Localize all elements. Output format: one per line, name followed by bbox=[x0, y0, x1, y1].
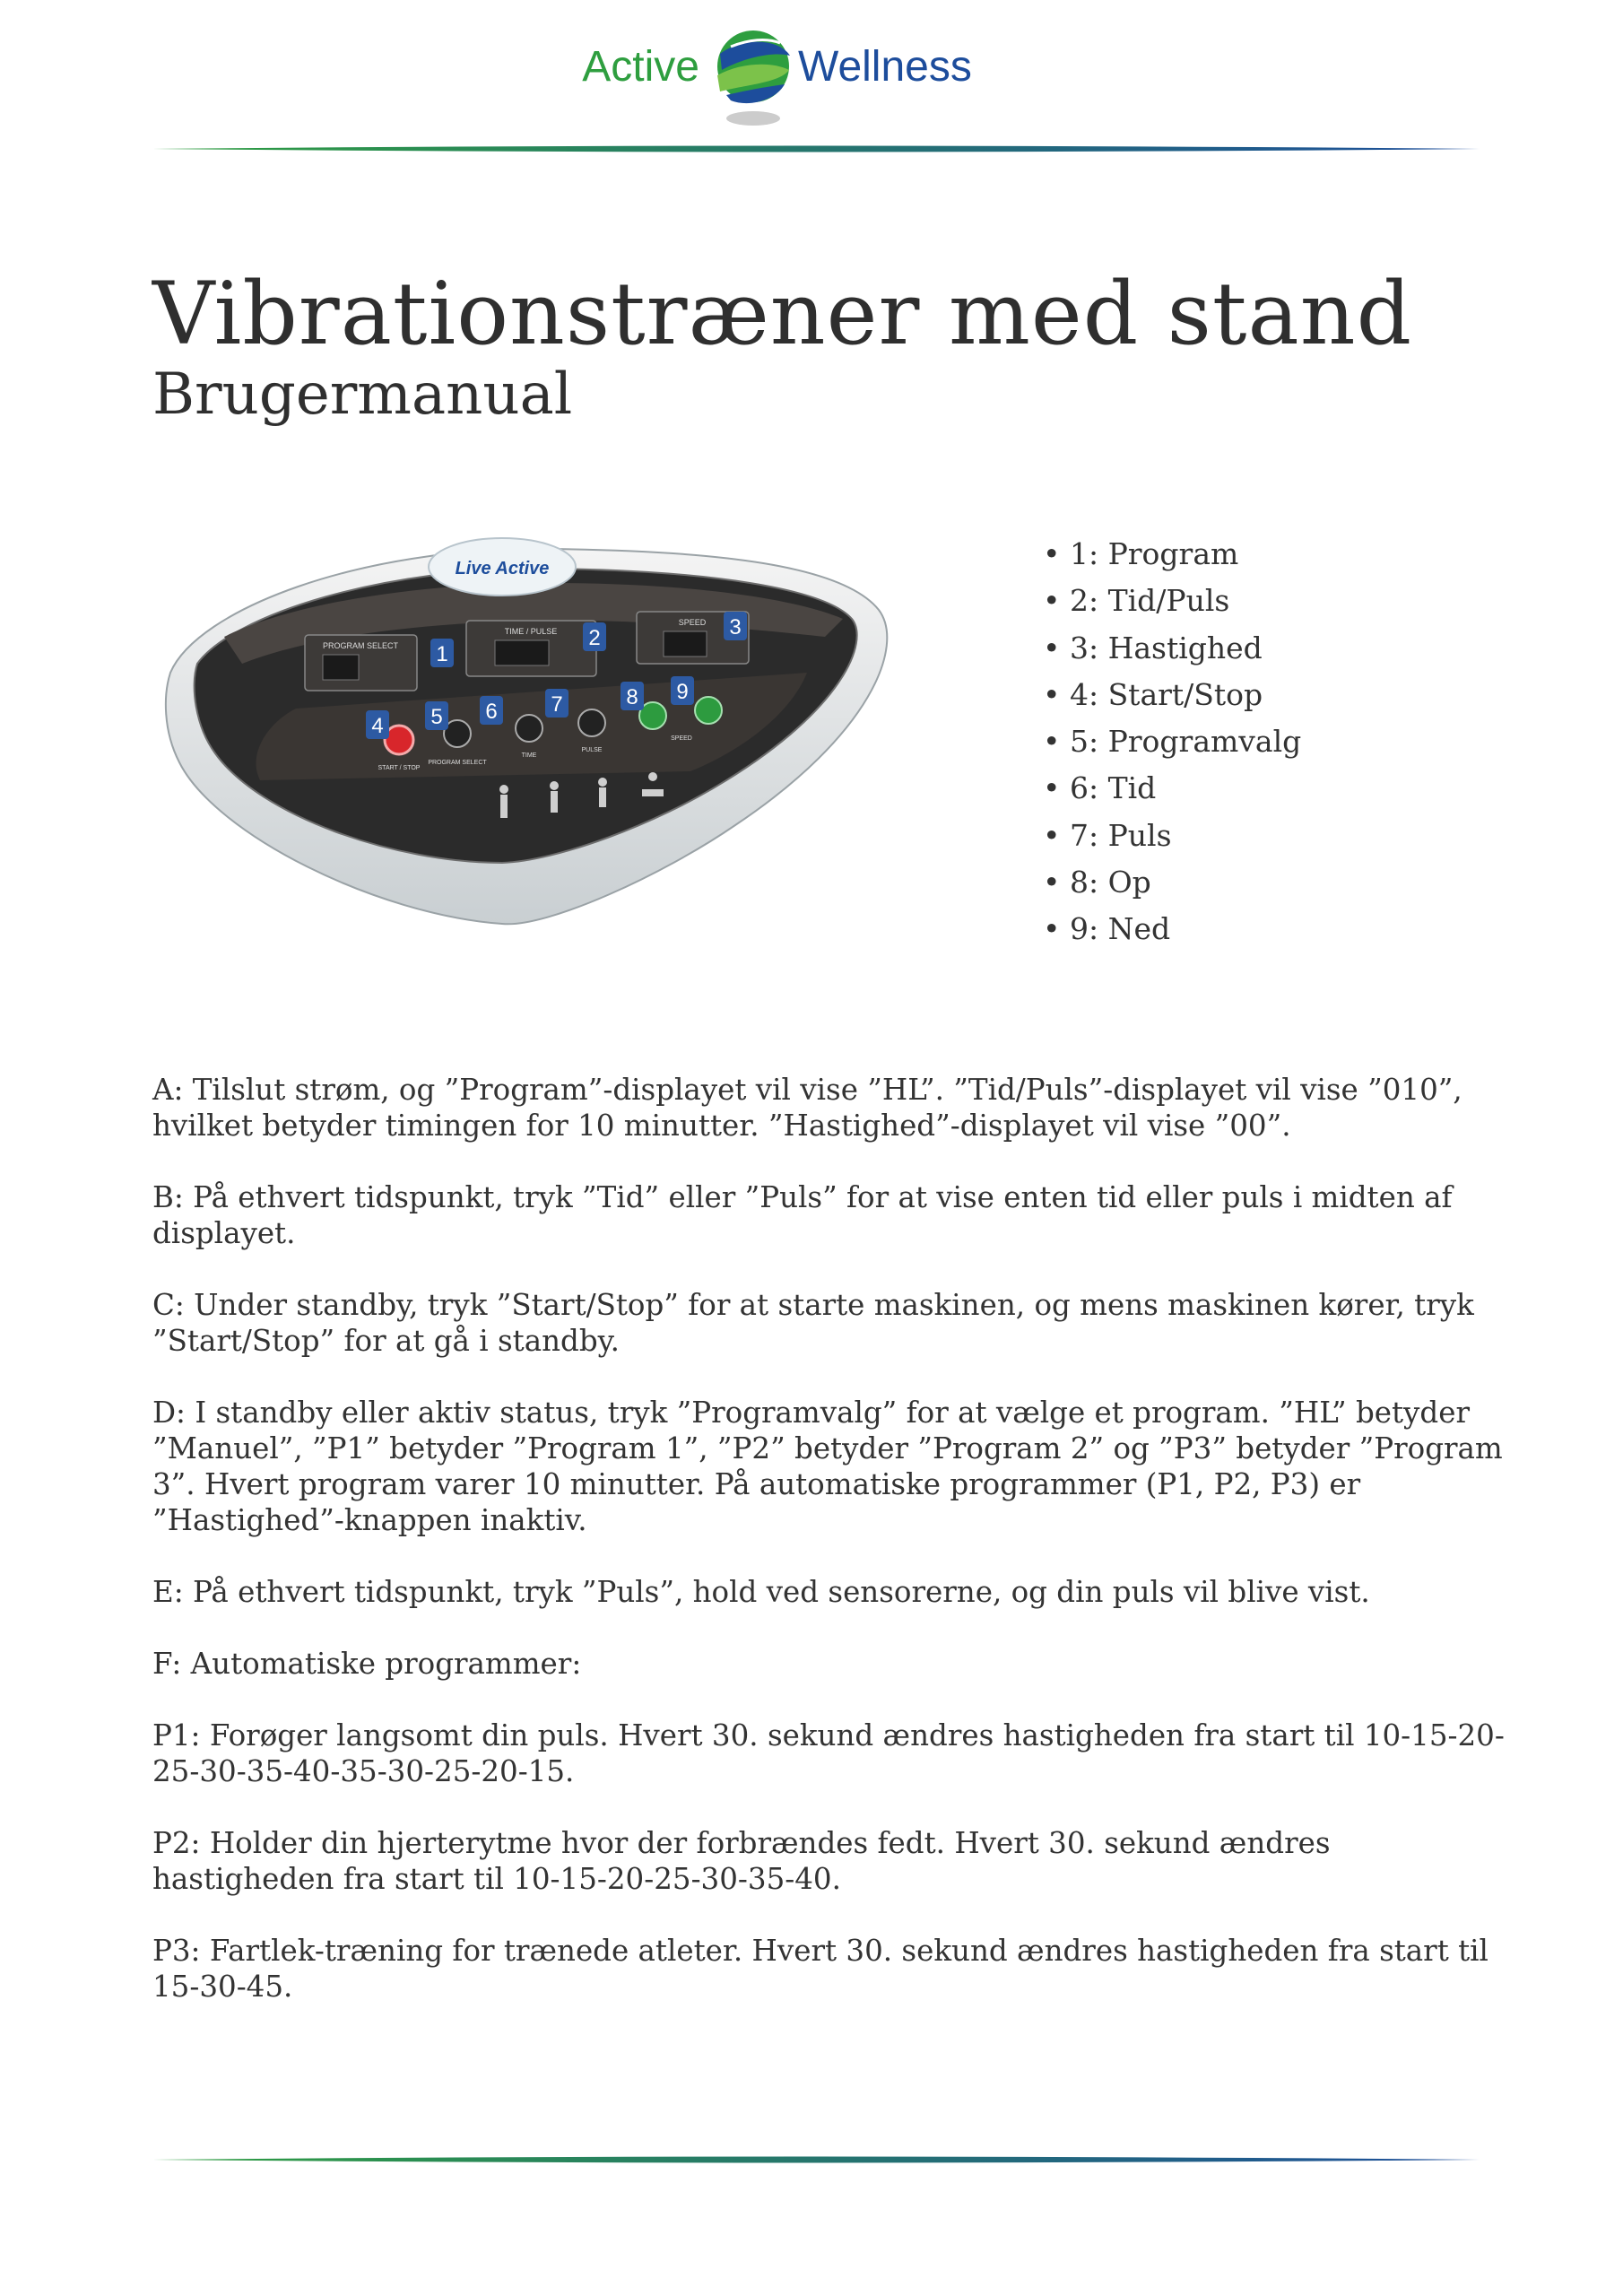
svg-text:7: 7 bbox=[551, 692, 563, 717]
svg-text:TIME / PULSE: TIME / PULSE bbox=[504, 627, 558, 636]
svg-text:Live Active: Live Active bbox=[455, 559, 550, 578]
legend-item: • 7: Puls bbox=[1043, 813, 1301, 859]
brand-name-right: Wellness bbox=[798, 43, 972, 91]
device-control-panel-illustration bbox=[161, 529, 897, 942]
svg-text:PROGRAM SELECT: PROGRAM SELECT bbox=[428, 760, 487, 766]
paragraph-a: A: Tilslut strøm, og ”Program”-displayet vil vise ”HL”. ”Tid/Puls”-displayet vil vise ”010”, hvilket betyder timingen for 10 minutter. ”Hastighed”-displayet vil vise ”00”. bbox=[152, 1073, 1462, 1143]
marker-2 bbox=[583, 622, 606, 651]
marker-7 bbox=[545, 689, 568, 718]
svg-text:TIME: TIME bbox=[521, 752, 537, 759]
legend-item: • 6: Tid bbox=[1043, 765, 1301, 812]
time-pulse-display bbox=[466, 621, 596, 676]
marker-1 bbox=[430, 639, 454, 667]
paragraph-e: E: På ethvert tidspunkt, tryk ”Puls”, hold ved sensorerne, og din puls vil blive vist. bbox=[152, 1575, 1370, 1609]
marker-9 bbox=[671, 676, 694, 705]
header-divider bbox=[152, 144, 1480, 153]
brand-name-left: Active bbox=[582, 43, 699, 91]
svg-text:4: 4 bbox=[371, 714, 384, 738]
svg-text:START / STOP: START / STOP bbox=[378, 765, 421, 771]
svg-text:8: 8 bbox=[626, 685, 638, 709]
paragraph-b: B: På ethvert tidspunkt, tryk ”Tid” eller ”Puls” for at vise enten tid eller puls i midten af displayet. bbox=[152, 1180, 1453, 1250]
marker-4 bbox=[366, 710, 389, 739]
marker-5 bbox=[425, 701, 448, 730]
paragraph-p3: P3: Fartlek-træning for trænede atleter. Hvert 30. sekund ændres hastigheden fra start til 15-30-45. bbox=[152, 1934, 1488, 2004]
program-display bbox=[305, 635, 417, 691]
legend-item: • 2: Tid/Puls bbox=[1043, 578, 1301, 624]
svg-text:6: 6 bbox=[485, 700, 498, 724]
brand-logo bbox=[0, 20, 1623, 136]
marker-3 bbox=[724, 612, 747, 640]
svg-text:PULSE: PULSE bbox=[581, 747, 603, 753]
svg-text:SPEED: SPEED bbox=[671, 735, 692, 742]
paragraph-p2: P2: Holder din hjerterytme hvor der forbrændes fedt. Hvert 30. sekund ændres hastigheden fra start til 10-15-20-25-30-35-40. bbox=[152, 1826, 1331, 1896]
legend-item: • 3: Hastighed bbox=[1043, 625, 1301, 672]
live-active-logo bbox=[429, 538, 576, 596]
paragraph-f: F: Automatiske programmer: bbox=[152, 1647, 582, 1681]
paragraph-c: C: Under standby, tryk ”Start/Stop” for at starte maskinen, og mens maskinen kører, tryk ”Start/Stop” for at gå i standby. bbox=[152, 1288, 1474, 1358]
svg-text:1: 1 bbox=[436, 642, 448, 666]
page-subtitle: Brugermanual bbox=[152, 361, 573, 428]
svg-text:SPEED: SPEED bbox=[678, 618, 707, 627]
pulse-button bbox=[578, 709, 605, 753]
legend-item: • 5: Programvalg bbox=[1043, 718, 1301, 765]
legend-item: • 9: Ned bbox=[1043, 906, 1301, 952]
globe-icon bbox=[717, 30, 790, 126]
svg-text:5: 5 bbox=[430, 705, 443, 729]
svg-text:PROGRAM SELECT: PROGRAM SELECT bbox=[322, 641, 399, 650]
button-legend bbox=[1043, 531, 1301, 953]
svg-text:2: 2 bbox=[588, 626, 601, 650]
legend-item: • 8: Op bbox=[1043, 859, 1301, 906]
marker-8 bbox=[621, 682, 644, 710]
paragraph-d: D: I standby eller aktiv status, tryk ”Programvalg” for at vælge et program. ”HL” betyder ”Manuel”, ”P1” betyder ”Program 1”, ”P2” betyder ”Program 2” og ”P3” betyder ”Program 3”. Hvert program varer 10 minutter. På automatiske programmer (P1, P2, P3) er ”Hastighed”-knappen inaktiv. bbox=[152, 1396, 1503, 1537]
svg-text:3: 3 bbox=[729, 615, 742, 639]
legend-item: • 1: Program bbox=[1043, 531, 1301, 578]
footer-divider bbox=[152, 2155, 1480, 2164]
page-title: Vibrationstræner med stand bbox=[152, 264, 1413, 364]
instructions bbox=[152, 1072, 1515, 2040]
svg-text:9: 9 bbox=[676, 680, 689, 704]
paragraph-p1: P1: Forøger langsomt din puls. Hvert 30. sekund ændres hastigheden fra start til 10-15-20-25-30-35-40-35-30-25-20-15. bbox=[152, 1718, 1505, 1788]
legend-item: • 4: Start/Stop bbox=[1043, 672, 1301, 718]
marker-6 bbox=[480, 696, 503, 725]
